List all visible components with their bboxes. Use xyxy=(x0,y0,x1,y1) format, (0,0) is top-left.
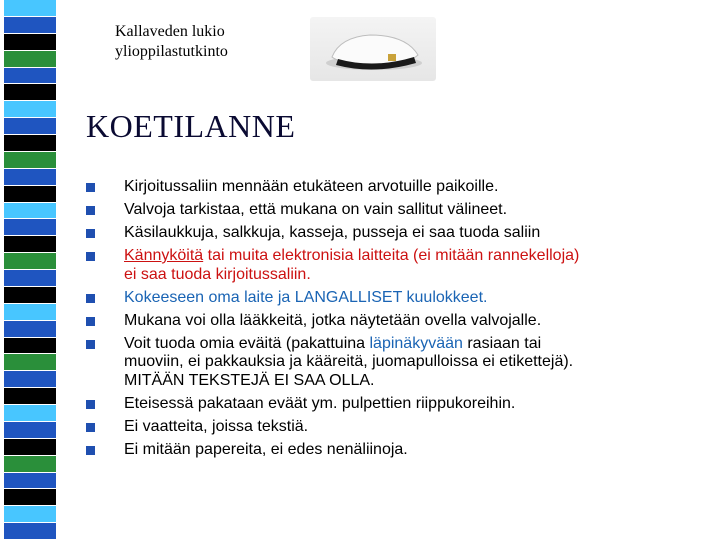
bullet-text: Eteisessä pakataan eväät ym. pulpettien riippukoreihin. xyxy=(124,394,516,412)
stripe-segment xyxy=(4,135,56,152)
bullet-item xyxy=(86,224,706,243)
bullet-line xyxy=(124,289,706,308)
bullet-text: muoviin, ei pakkauksia ja kääreitä, juomapulloissa ei etikettejä). xyxy=(124,353,574,370)
bullet-line xyxy=(124,418,706,437)
bullet-line xyxy=(124,441,706,460)
stripe-segment xyxy=(4,388,56,405)
stripe-segment xyxy=(4,371,56,388)
stripe-segment xyxy=(4,203,56,220)
graduation-cap-icon xyxy=(310,17,436,81)
stripe-segment xyxy=(4,338,56,355)
stripe-segment xyxy=(4,101,56,118)
stripe-segment xyxy=(4,186,56,203)
stripe-segment xyxy=(4,321,56,338)
bullet-text: Valvoja tarkistaa, että mukana on vain sallitut välineet. xyxy=(124,201,508,218)
header-text xyxy=(115,22,228,62)
stripe-segment xyxy=(4,169,56,186)
bullet-item xyxy=(86,395,706,414)
bullet-text: Kokeeseen oma laite ja LANGALLISET kuulokkeet. xyxy=(124,288,488,306)
stripe-segment xyxy=(4,17,56,34)
bullet-line xyxy=(124,353,706,372)
stripe-segment xyxy=(4,354,56,371)
stripe-segment xyxy=(4,506,56,523)
stripe-segment xyxy=(4,287,56,304)
bullet-item xyxy=(86,335,706,391)
bullet-text: Kännyköitä xyxy=(124,247,204,264)
bullet-square-icon xyxy=(86,340,95,349)
stripe-segment xyxy=(4,236,56,253)
bullet-line xyxy=(124,178,706,197)
slide-title: KOETILANNE xyxy=(86,108,296,144)
bullet-text: läpinäkyvään xyxy=(369,334,463,352)
bullet-line xyxy=(124,247,706,266)
bullet-text: rasiaan tai xyxy=(462,334,542,352)
bullet-line xyxy=(124,312,706,331)
bullet-line xyxy=(124,335,706,354)
bullet-text: Voit tuoda omia eväitä (pakattuina xyxy=(124,334,370,352)
stripe-segment xyxy=(4,405,56,422)
stripe-segment xyxy=(4,473,56,490)
stripe-segment xyxy=(4,270,56,287)
stripe-segment xyxy=(4,456,56,473)
exam-name: ylioppilastutkinto xyxy=(115,43,228,60)
bullet-square-icon xyxy=(86,294,95,303)
bullet-square-icon xyxy=(86,423,95,432)
stripe-segment xyxy=(4,422,56,439)
bullet-item xyxy=(86,441,706,460)
bullet-square-icon xyxy=(86,206,95,215)
stripe-segment xyxy=(4,523,56,540)
stripe-segment xyxy=(4,253,56,270)
stripe-segment xyxy=(4,439,56,456)
bullet-square-icon xyxy=(86,317,95,326)
stripe-segment xyxy=(4,51,56,68)
stripe-segment xyxy=(4,489,56,506)
bullet-line xyxy=(124,395,706,414)
bullet-line xyxy=(124,224,706,243)
bullet-text: Ei mitään papereita, ei edes nenäliinoja. xyxy=(124,440,408,458)
bullet-text: ei saa tuoda kirjoitussaliin. xyxy=(124,265,311,283)
bullet-square-icon xyxy=(86,400,95,409)
bullet-line xyxy=(124,266,706,285)
stripe-segment xyxy=(4,34,56,51)
stripe-segment xyxy=(4,68,56,85)
school-name: Kallaveden lukio xyxy=(115,23,225,40)
stripe-segment xyxy=(4,118,56,135)
bullet-line xyxy=(124,201,706,220)
bullet-item xyxy=(86,312,706,331)
stripe-segment xyxy=(4,219,56,236)
bullet-item xyxy=(86,178,706,197)
stripe-segment xyxy=(4,84,56,101)
decorative-stripe-bar xyxy=(4,0,56,540)
stripe-segment xyxy=(4,304,56,321)
bullet-text: Ei vaatteita, joissa tekstiä. xyxy=(124,417,309,435)
bullet-text: MITÄÄN TEKSTEJÄ EI SAA OLLA. xyxy=(124,371,375,389)
bullet-line xyxy=(124,372,706,391)
bullet-item xyxy=(86,418,706,437)
bullet-item xyxy=(86,201,706,220)
bullet-item xyxy=(86,289,706,308)
graduation-cap-image xyxy=(310,17,436,81)
bullet-item xyxy=(86,247,706,284)
bullet-square-icon xyxy=(86,183,95,192)
bullet-text: Käsilaukkuja, salkkuja, kasseja, pusseja ei saa tuoda saliin xyxy=(124,224,541,241)
bullet-square-icon xyxy=(86,446,95,455)
bullet-text: Kirjoitussaliin mennään etukäteen arvotuille paikoille. xyxy=(124,178,499,195)
stripe-segment xyxy=(4,0,56,17)
bullet-list xyxy=(86,178,706,464)
bullet-square-icon xyxy=(86,252,95,261)
bullet-text: tai muita elektronisia laitteita (ei mitään rannekelloja) xyxy=(203,247,580,264)
bullet-square-icon xyxy=(86,229,95,238)
stripe-segment xyxy=(4,152,56,169)
bullet-text: Mukana voi olla lääkkeitä, jotka näytetään ovella valvojalle. xyxy=(124,311,542,329)
